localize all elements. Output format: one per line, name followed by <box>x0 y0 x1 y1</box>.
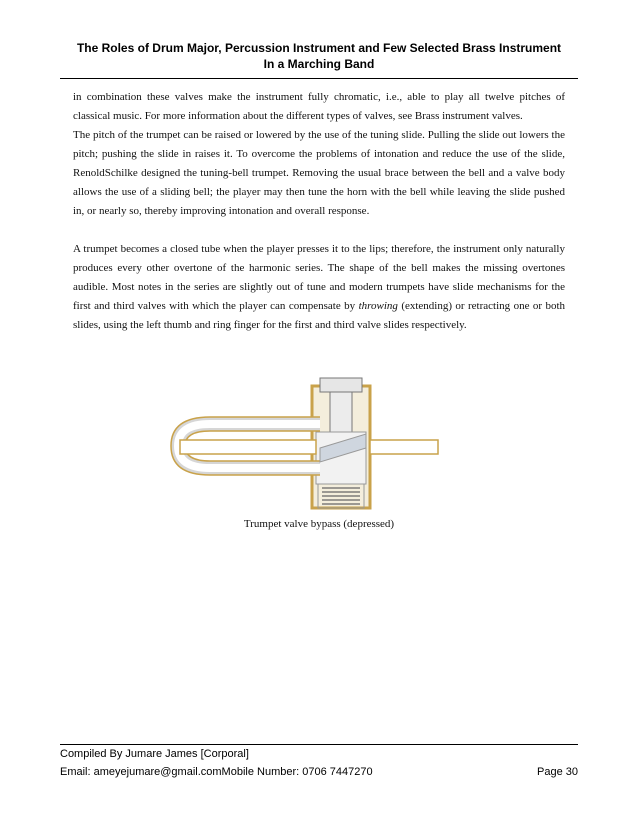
inlet-tube <box>180 440 316 454</box>
footer-contact: Email: ameyejumare@gmail.comMobile Number: 0706 7447270 <box>60 766 373 778</box>
italic-term: throwing <box>358 300 398 312</box>
paragraph-valves: in combination these valves make the instrument fully chromatic, i.e., able to play all twelve pitches of classical music. For more information about the different types of valves, see Brass instrument valves. <box>73 91 565 122</box>
footer-compiled-by: Compiled By Jumare James [Corporal] <box>60 748 249 760</box>
header-divider <box>60 78 578 79</box>
trumpet-valve-diagram <box>170 376 440 511</box>
header-title-line1: The Roles of Drum Major, Percussion Instrument and Few Selected Brass Instrument <box>76 41 562 55</box>
paragraph-closed-tube-start: A trumpet becomes a closed tube when the player presses it to the lips; therefore, the instrument only naturally produces every other overtone of the harmonic series. The shape of the bell makes the missing overtones audible. Most notes in the series are slightly out of tune and modern trumpets have slide mechanisms for the first and third valves with which the player can compensate by <box>73 243 565 312</box>
footer-contact-line <box>60 766 578 778</box>
header-title-line2: In a Marching Band <box>263 57 375 71</box>
paragraph-closed-tube-end: (extending) or retracting one or both slides, using the left thumb and ring finger for the first and third valve slides respectively. <box>73 300 565 331</box>
figure-caption: Trumpet valve bypass (depressed) <box>243 518 395 530</box>
paragraph-valves-and-tuning <box>73 88 565 221</box>
paragraph-closed-tube <box>73 240 565 335</box>
piston-cap <box>320 378 362 392</box>
outlet-tube <box>370 440 438 454</box>
footer-divider <box>60 744 578 745</box>
page-header <box>60 40 578 72</box>
page-number: Page 30 <box>537 766 578 778</box>
paragraph-tuning-slide: The pitch of the trumpet can be raised or lowered by the use of the tuning slide. Pulling the slide out lowers the pitch; pushing the slide in raises it. To overcome the problems of intonation and reduce the use of the slide, RenoldSchilke designed the tuning-bell trumpet. Removing the usual brace between the bell and a valve body allows the use of a sliding bell; the player may then tune the horn with the bell while leaving the slide pushed in, or nearly so, thereby improving intonation and overall response. <box>73 129 565 217</box>
